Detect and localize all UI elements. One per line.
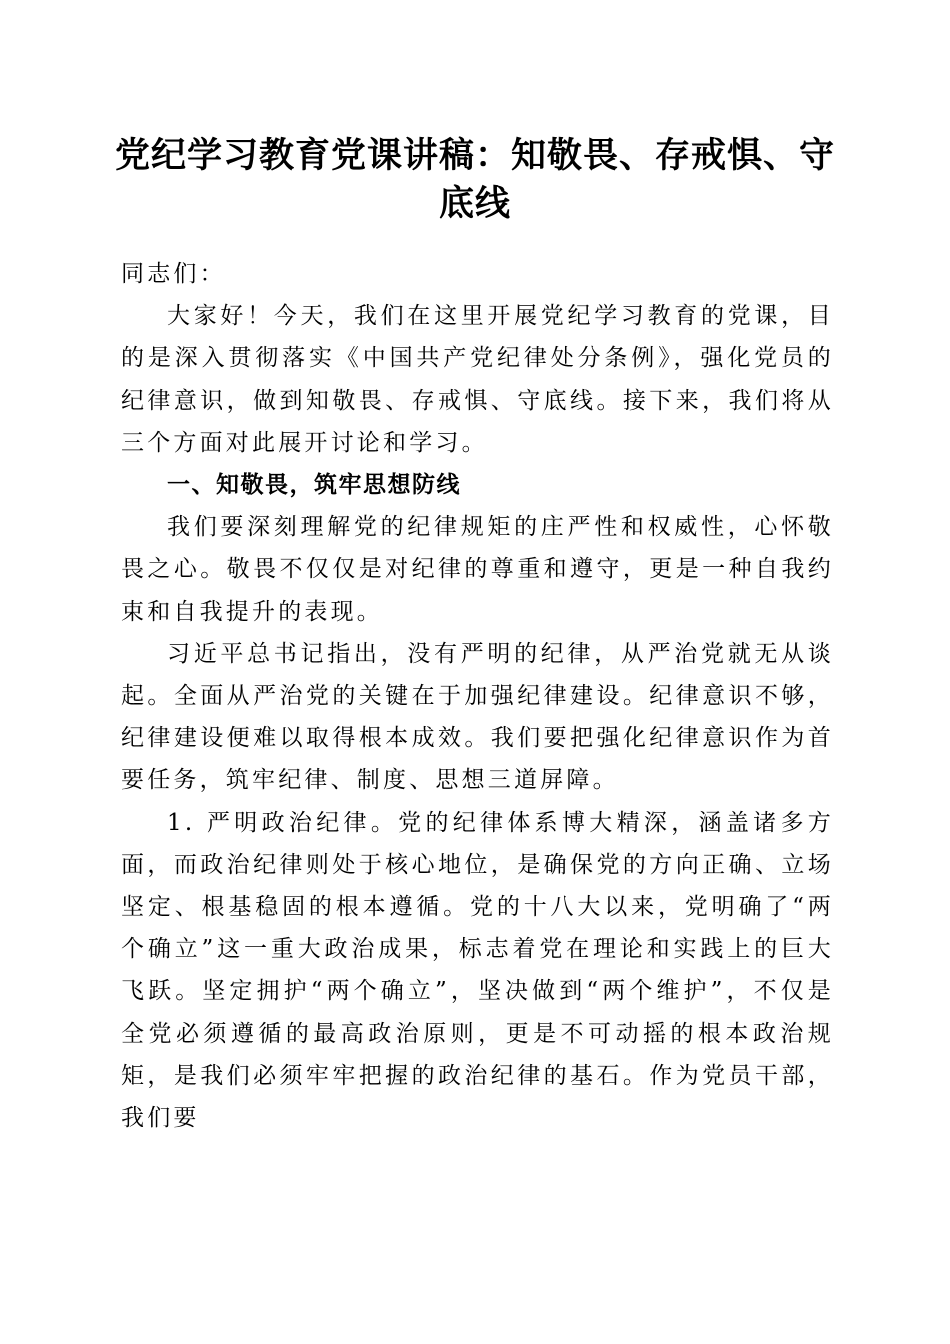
body-paragraph: 1. 严明政治纪律。党的纪律体系博大精深，涵盖诸多方面，而政治纪律则处于核心地位，是确保党的方向正确、立场坚定、根基稳固的根本遵循。党的十八大以来，党明确了“两个确立”这一重大政治成果，标志着党在理论和实践上的巨大飞跃。坚定拥护“两个确立”，坚决做到“两个维护”，不仅是全党必须遵循的最高政治原则，更是不可动摇的根本政治规矩，是我们必须牢牢把握的政治纪律的基石。作为党员干部，我们要	[121, 809, 834, 1132]
body-paragraph: 我们要深刻理解党的纪律规矩的庄严性和权威性，心怀敬畏之心。敬畏不仅仅是对纪律的尊重和遵守，更是一种自我约束和自我提升的表现。	[121, 514, 834, 625]
salutation: 同志们：	[121, 261, 226, 287]
document-body	[121, 253, 834, 1139]
page-title: 党纪学习教育党课讲稿：知敬畏、存戒惧、守底线	[114, 135, 835, 224]
intro-paragraph: 大家好！今天，我们在这里开展党纪学习教育的党课，目的是深入贯彻落实《中国共产党纪律处分条例》，强化党员的纪律意识，做到知敬畏、存戒惧、守底线。接下来，我们将从三个方面对此展开讨论和学习。	[121, 303, 834, 456]
body-paragraph: 习近平总书记指出，没有严明的纪律，从严治党就无从谈起。全面从严治党的关键在于加强纪律建设。纪律意识不够，纪律建设便难以取得根本成效。我们要把强化纪律意识作为首要任务，筑牢纪律、制度、思想三道屏障。	[121, 640, 834, 794]
section-heading: 一、知敬畏，筑牢思想防线	[167, 472, 461, 499]
